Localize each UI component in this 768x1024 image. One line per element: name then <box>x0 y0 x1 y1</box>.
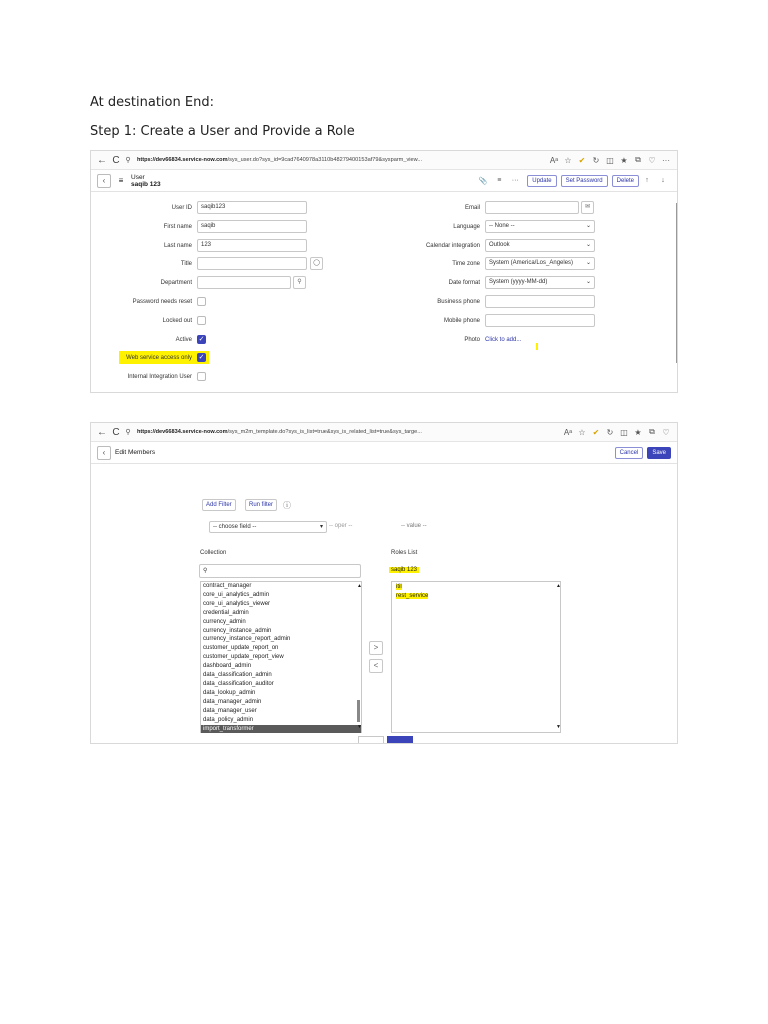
language-row <box>381 220 595 233</box>
password-reset-row <box>91 295 206 308</box>
photo-row <box>381 333 521 346</box>
locked-out-row <box>91 314 206 327</box>
extension-icon[interactable]: ✔ <box>578 155 586 165</box>
collection-item[interactable]: data_classification_admin <box>203 672 272 679</box>
roles-listbox[interactable] <box>391 581 561 733</box>
browser-toolbar <box>91 151 677 170</box>
collection-item[interactable]: data_policy_admin <box>203 716 254 723</box>
search-icon: ⚲ <box>203 567 208 574</box>
collection-item[interactable]: core_ui_analytics_admin <box>203 591 270 598</box>
password-reset-checkbox[interactable] <box>197 297 206 306</box>
help-icon[interactable]: ⓘ <box>283 501 291 510</box>
collection-item[interactable]: core_ui_analytics_viewer <box>203 600 271 607</box>
password-reset-label: Password needs reset <box>132 298 192 305</box>
first-name-label: First name <box>163 223 192 230</box>
read-aloud-icon[interactable]: Aᵃ <box>549 155 559 165</box>
more-options-icon[interactable]: ··· <box>511 177 519 184</box>
delete-button[interactable]: Delete <box>612 175 639 187</box>
settings-sliders-icon[interactable]: ≡ <box>497 177 502 184</box>
roles-list-title: Roles List <box>391 550 418 556</box>
context-menu-icon[interactable]: ≡ <box>118 176 124 185</box>
address-bar[interactable]: https://dev66834.service-now.com/sys_user.do?sys_id=9cad7640978a3110b48279400153af79&sysparm_view... <box>137 157 423 163</box>
browser-essentials-icon[interactable]: ♡ <box>648 155 656 165</box>
favorites-icon[interactable]: ★ <box>634 427 642 437</box>
split-screen-icon[interactable]: ◫ <box>606 155 614 165</box>
last-name-field[interactable]: 123 <box>197 239 307 252</box>
site-info-icon[interactable]: ⚲ <box>125 429 131 436</box>
first-name-field[interactable]: saqib <box>197 220 307 233</box>
oper-select[interactable]: -- oper -- <box>329 523 353 529</box>
title-field[interactable] <box>197 257 307 270</box>
chevron-down-icon: ⌄ <box>585 279 591 285</box>
department-row <box>91 276 306 289</box>
department-label: Department <box>160 279 192 286</box>
collection-item[interactable]: data_manager_user <box>203 707 257 714</box>
highlight-marker <box>536 343 538 350</box>
search-icon[interactable]: ⚲ <box>293 276 306 289</box>
doc-heading-2: Step 1: Create a User and Provide a Role <box>90 124 355 139</box>
envelope-icon[interactable]: ✉ <box>581 201 594 214</box>
locked-out-label: Locked out <box>162 317 192 324</box>
add-filter-button[interactable]: Add Filter <box>202 499 236 511</box>
calendar-value: Outlook <box>489 242 510 248</box>
update-button[interactable]: Update <box>527 175 556 187</box>
site-info-icon[interactable]: ⚲ <box>125 157 131 164</box>
dropdown-triangle-icon: ▾ <box>319 523 323 530</box>
integration-user-row <box>91 370 206 383</box>
mobile-phone-row <box>381 314 595 327</box>
active-row <box>91 333 206 346</box>
date-format-select[interactable] <box>485 276 595 289</box>
refresh-icon[interactable]: C <box>112 426 120 438</box>
calendar-label: Calendar integration <box>425 242 480 249</box>
integration-user-label: Internal Integration User <box>127 373 192 380</box>
calendar-row <box>381 239 595 252</box>
date-format-value: System (yyyy-MM-dd) <box>489 279 548 285</box>
favorite-star-icon[interactable]: ☆ <box>564 155 572 165</box>
favorites-icon[interactable]: ★ <box>620 155 628 165</box>
chevron-down-icon: ⌄ <box>585 242 591 248</box>
collection-item[interactable]: import_transformer <box>201 725 361 734</box>
timezone-row <box>381 257 595 270</box>
form-scrollbar[interactable] <box>676 203 677 363</box>
collection-item[interactable]: contract_manager <box>203 583 252 589</box>
collection-item[interactable]: credential_admin <box>203 609 249 616</box>
active-checkbox[interactable]: ✓ <box>198 336 205 343</box>
integration-user-checkbox[interactable] <box>197 372 206 381</box>
collection-search-input[interactable] <box>199 564 361 578</box>
email-field[interactable] <box>485 201 579 214</box>
read-aloud-icon[interactable]: Aᵃ <box>563 427 573 437</box>
chevron-down-icon: ⌄ <box>585 223 591 229</box>
address-bar[interactable]: https://dev66834.service-now.com/sys_m2m_template.do?sys_is_list=true&sys_is_related_list=true&sys_targe... <box>137 429 422 435</box>
collection-title: Collection <box>200 550 227 556</box>
collections-icon[interactable]: ⧉ <box>635 155 641 164</box>
chevron-down-icon: ⌄ <box>585 260 591 266</box>
title-row <box>91 257 323 270</box>
roles-scrollbar[interactable]: ▲ ▼ <box>556 583 561 731</box>
collection-item[interactable]: currency_instance_report_admin <box>203 636 291 643</box>
locked-out-checkbox[interactable] <box>197 316 206 325</box>
lightbulb-icon[interactable]: ◯ <box>310 257 323 270</box>
split-screen-icon[interactable]: ◫ <box>620 427 628 437</box>
last-name-label: Last name <box>163 242 192 249</box>
back-button[interactable]: ‹ <box>97 174 111 188</box>
refresh-icon[interactable]: C <box>112 154 120 166</box>
web-service-label: Web service access only <box>126 354 192 361</box>
save-button[interactable]: Save <box>647 447 671 459</box>
web-service-row <box>119 351 209 364</box>
timezone-label: Time zone <box>452 260 480 267</box>
choose-field-value: -- choose field -- <box>213 523 257 530</box>
user-id-label: User ID <box>171 204 192 211</box>
favorite-star-icon[interactable]: ☆ <box>578 427 586 437</box>
department-field[interactable] <box>197 276 291 289</box>
role-item[interactable]: itil <box>396 584 402 590</box>
language-value: -- None -- <box>489 223 515 229</box>
move-right-button[interactable]: > <box>369 641 383 655</box>
web-service-checkbox[interactable]: ✓ <box>198 354 205 361</box>
back-arrow-icon[interactable]: ← <box>97 154 107 166</box>
record-type: User <box>131 173 145 181</box>
choose-field-select[interactable] <box>209 521 327 533</box>
collection-item[interactable]: currency_instance_admin <box>203 627 272 634</box>
doc-heading-1: At destination End: <box>90 95 214 110</box>
date-format-row <box>381 276 595 289</box>
collection-item[interactable]: dashboard_admin <box>203 663 252 670</box>
add-photo-link[interactable]: Click to add... <box>485 336 522 343</box>
back-arrow-icon[interactable]: ← <box>97 426 107 438</box>
cut-off-button[interactable] <box>358 736 384 744</box>
collection-item[interactable]: currency_admin <box>203 618 246 625</box>
business-phone-row <box>381 295 595 308</box>
page-title: Edit Members <box>115 449 156 456</box>
edit-members-screenshot <box>90 422 678 744</box>
record-header <box>91 170 677 192</box>
first-name-row <box>91 220 307 233</box>
language-label: Language <box>453 223 480 230</box>
browser-essentials-icon[interactable]: ♡ <box>662 427 670 437</box>
user-form-screenshot <box>90 150 678 393</box>
collection-item[interactable]: customer_update_report_view <box>203 654 284 661</box>
last-name-row <box>91 239 307 252</box>
collection-scrollbar[interactable]: ▲ ▼ <box>357 583 362 731</box>
timezone-value: System (America/Los_Angeles) <box>489 260 574 266</box>
value-field[interactable]: -- value -- <box>401 523 427 529</box>
collection-listbox[interactable] <box>200 581 362 733</box>
move-left-button[interactable]: < <box>369 659 383 673</box>
edit-members-header <box>91 442 677 464</box>
set-password-button[interactable]: Set Password <box>561 175 608 187</box>
attachment-icon[interactable]: 📎 <box>478 177 488 185</box>
mobile-phone-label: Mobile phone <box>443 317 480 324</box>
email-row <box>381 201 594 214</box>
up-arrow-icon[interactable]: ↑ <box>645 177 649 184</box>
mobile-phone-field[interactable] <box>485 314 595 327</box>
user-id-row <box>91 201 307 214</box>
extension-icon[interactable]: ✔ <box>592 427 600 437</box>
cancel-button[interactable]: Cancel <box>615 447 644 459</box>
user-id-field[interactable]: saqib123 <box>197 201 307 214</box>
run-filter-button[interactable]: Run filter <box>245 499 277 511</box>
timezone-select[interactable] <box>485 257 595 270</box>
calendar-select[interactable] <box>485 239 595 252</box>
role-user-label: saqib 123 <box>391 567 418 573</box>
collection-item[interactable]: data_manager_admin <box>203 698 262 705</box>
collection-item[interactable]: data_lookup_admin <box>203 689 256 696</box>
refresh-circle-icon[interactable]: ↻ <box>606 427 614 437</box>
browser-menu-icon[interactable]: ··· <box>662 155 670 165</box>
collection-item[interactable]: data_classification_auditor <box>203 680 274 687</box>
record-title <box>131 174 161 188</box>
title-label: Title <box>180 260 192 267</box>
refresh-circle-icon[interactable]: ↻ <box>592 155 600 165</box>
record-name: saqib 123 <box>131 180 161 188</box>
back-button[interactable]: ‹ <box>97 446 111 460</box>
role-item[interactable]: rest_service <box>396 592 429 599</box>
down-arrow-icon[interactable]: ↓ <box>661 177 665 184</box>
active-label: Active <box>175 336 192 343</box>
collections-icon[interactable]: ⧉ <box>649 427 655 436</box>
cut-off-primary-button[interactable] <box>387 736 413 744</box>
email-label: Email <box>464 204 480 211</box>
page-scrollbar[interactable] <box>677 493 678 733</box>
collection-item[interactable]: customer_update_report_on <box>203 645 279 652</box>
browser-toolbar <box>91 423 677 442</box>
business-phone-label: Business phone <box>437 298 480 305</box>
photo-label: Photo <box>464 336 480 343</box>
date-format-label: Date format <box>448 279 480 286</box>
language-select[interactable] <box>485 220 595 233</box>
business-phone-field[interactable] <box>485 295 595 308</box>
